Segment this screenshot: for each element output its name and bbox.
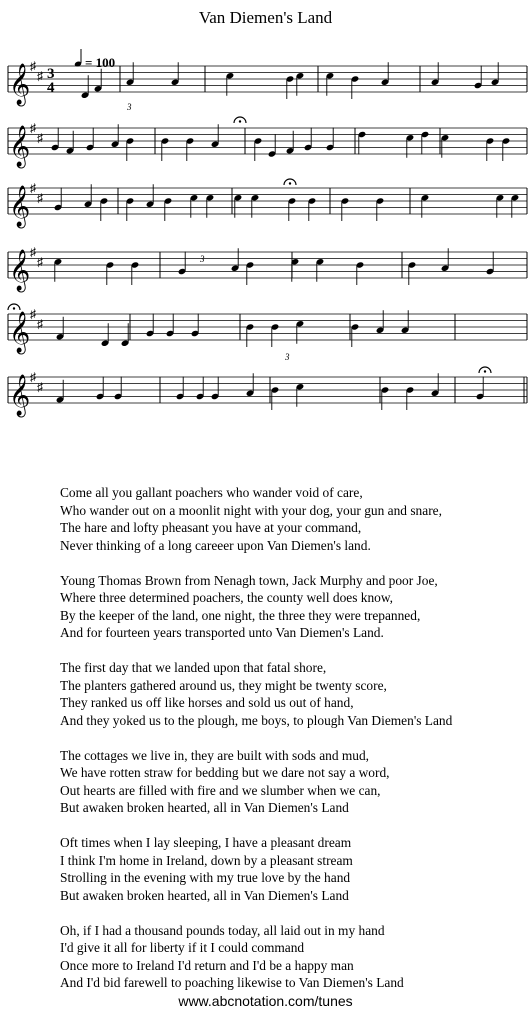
lyric-line: And they yoked us to the plough, me boys, to plough Van Diemen's Land	[60, 712, 453, 728]
note	[502, 137, 511, 161]
staff-6	[8, 370, 527, 417]
lyric-line: We have rotten straw for bedding but we dare not say a word,	[60, 765, 390, 780]
note	[408, 261, 417, 285]
lyric-line: Young Thomas Brown from Nenagh town, Jack Murphy and poor Joe,	[60, 572, 438, 588]
lyric-line: I think I'm home in Ireland, down by a pleasant stream	[60, 852, 353, 868]
sheet-music-score	[0, 0, 531, 470]
tuplet-mark: 3	[285, 352, 290, 362]
lyric-line: The planters gathered around us, they might be twenty score,	[60, 677, 387, 693]
note	[114, 377, 123, 401]
lyric-line: Oft times when I lay sleeping, I have a pleasant dream	[60, 835, 352, 850]
sharp-icon: ♯	[37, 379, 43, 394]
note	[358, 131, 367, 155]
sharp-icon: ♯	[30, 121, 36, 135]
note	[486, 137, 495, 161]
note	[486, 252, 495, 276]
lyric-line: Never thinking of a long careeer upon Van Diemen's land.	[60, 537, 371, 553]
note	[166, 314, 175, 338]
note	[196, 377, 205, 401]
verse-1	[60, 484, 530, 554]
sharp-icon: ♯	[30, 245, 36, 259]
note	[164, 197, 173, 221]
note	[381, 386, 390, 410]
note	[254, 137, 263, 161]
verse-5	[60, 834, 530, 904]
lyric-line: Once more to Ireland I'd return and I'd be a happy man	[60, 957, 354, 973]
note	[86, 128, 95, 152]
note	[286, 75, 295, 99]
sharp-icon: ♯	[37, 190, 43, 205]
footer-link[interactable]: www.abcnotation.com/tunes	[178, 993, 353, 1009]
note	[271, 386, 280, 410]
note	[288, 197, 297, 221]
note	[376, 197, 385, 221]
lyric-line: The cottages we live in, they are built with sods and mud,	[60, 747, 370, 763]
note	[341, 197, 350, 221]
lyric-line: The first day that we landed upon that fatal shore,	[60, 660, 327, 675]
note	[186, 137, 195, 161]
lyric-line: But awaken broken hearted, all in Van Diemen's Land	[60, 800, 349, 815]
note	[474, 66, 483, 90]
note	[304, 128, 313, 152]
lyrics-block	[60, 484, 530, 1009]
note	[51, 128, 60, 152]
note	[178, 252, 187, 276]
note	[351, 323, 360, 347]
lyric-line: Out hearts are filled with fire and we slumber when we can,	[60, 782, 381, 798]
note	[421, 131, 430, 155]
tempo-marking	[74, 49, 115, 70]
lyric-line: I'd give it all for liberty if it I could command	[60, 940, 305, 955]
tuplet-mark: 3	[200, 254, 205, 264]
time-signature	[47, 66, 55, 96]
note	[308, 197, 317, 221]
lyric-line: Where three determined poachers, the county well does know,	[60, 590, 394, 605]
note	[246, 323, 255, 347]
treble-clef-icon: 𝄞	[9, 312, 31, 353]
staff-1	[8, 59, 527, 106]
treble-clef-icon: 𝄞	[9, 250, 31, 291]
note	[126, 197, 135, 221]
lyric-line: The hare and lofty pheasant you have at your command,	[60, 520, 362, 535]
lyric-line: By the keeper of the land, one night, the three they were trepanned,	[60, 607, 421, 623]
treble-clef-icon: 𝄞	[9, 126, 31, 167]
note	[176, 377, 185, 401]
note	[100, 197, 109, 221]
note	[106, 261, 115, 285]
staff-2	[8, 121, 527, 168]
note	[146, 314, 155, 338]
note	[96, 377, 105, 401]
tempo-text: = 100	[85, 55, 116, 70]
verse-3	[60, 659, 530, 729]
sharp-icon: ♯	[37, 316, 43, 331]
verse-6	[60, 922, 530, 992]
verse-4	[60, 747, 530, 817]
note	[351, 75, 360, 99]
verse-2	[60, 572, 530, 642]
note	[476, 377, 485, 401]
sharp-icon: ♯	[37, 254, 43, 269]
sharp-icon: ♯	[30, 59, 36, 73]
note	[191, 314, 200, 338]
note	[356, 261, 365, 285]
lyric-line: They ranked us off like horses and sold us out of hand,	[60, 695, 354, 710]
staff-5	[8, 307, 527, 354]
staff-4	[8, 245, 527, 292]
lyric-line: And for fourteen years transported unto Van Diemen's Land.	[60, 625, 384, 640]
sharp-icon: ♯	[30, 307, 36, 321]
treble-clef-icon: 𝄞	[9, 186, 31, 227]
note	[211, 377, 220, 401]
sharp-icon: ♯	[30, 181, 36, 195]
treble-clef-icon: 𝄞	[9, 375, 31, 416]
time-sig-bottom: 4	[47, 80, 55, 96]
treble-clef-icon: 𝄞	[9, 64, 31, 105]
note	[131, 261, 140, 285]
tuplet-mark: 3	[127, 102, 132, 112]
sharp-icon: ♯	[37, 130, 43, 145]
lyric-line: Strolling in the evening with my true love by the hand	[60, 870, 351, 885]
note	[326, 128, 335, 152]
note	[268, 134, 277, 158]
note	[54, 188, 63, 212]
tune-title: Van Diemen's Land	[198, 8, 333, 27]
lyric-line: Come all you gallant poachers who wander void of care,	[60, 485, 363, 500]
note	[126, 137, 135, 161]
note	[406, 386, 415, 410]
lyric-line: But awaken broken hearted, all in Van Diemen's Land	[60, 887, 349, 903]
lyric-line: And I'd bid farewell to poaching likewise to Van Diemen's Land	[60, 975, 404, 990]
sharp-icon: ♯	[30, 370, 36, 384]
note	[246, 261, 255, 285]
note	[271, 323, 280, 347]
staff-3	[8, 181, 527, 228]
lyric-line: Oh, if I had a thousand pounds today, all laid out in my hand	[60, 922, 385, 938]
sharp-icon: ♯	[37, 68, 43, 83]
time-sig-top: 3	[47, 66, 55, 82]
note	[161, 137, 170, 161]
lyric-line: Who wander out on a moonlit night with your dog, your gun and snare,	[60, 502, 442, 518]
